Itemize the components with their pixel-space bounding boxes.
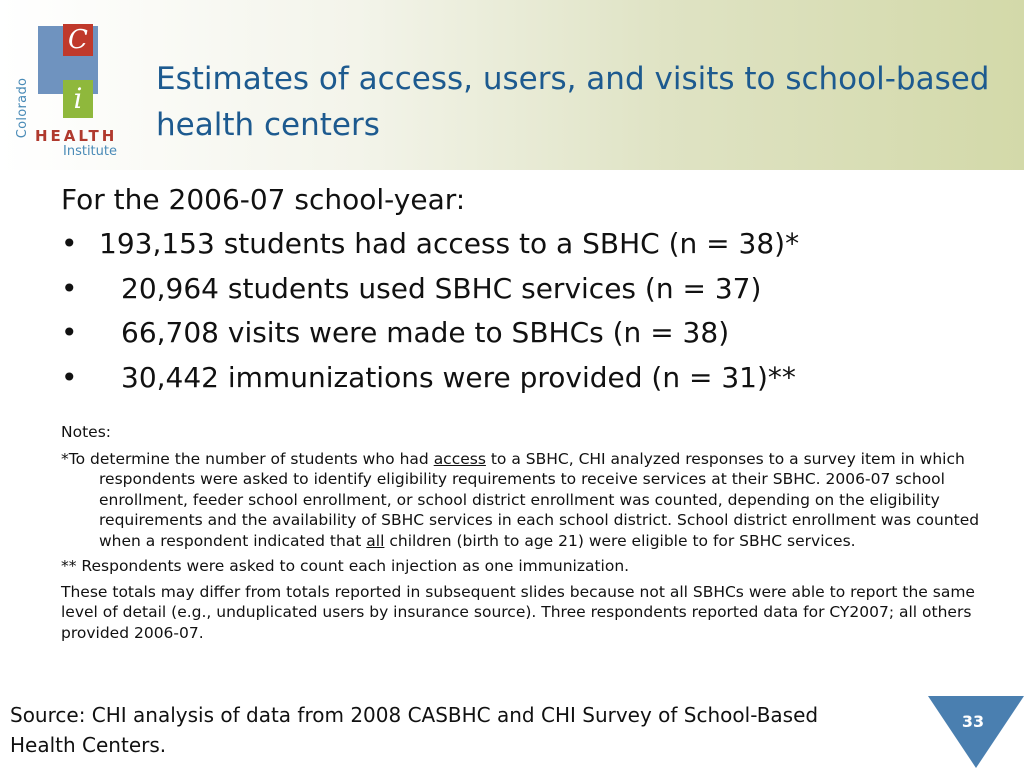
chi-logo — [8, 18, 133, 163]
notes-section — [61, 422, 981, 643]
bullet-text: 20,964 students used SBHC services (n = 37) — [121, 271, 762, 305]
bullet-text: 193,153 students had access to a SBHC (n = 38)* — [99, 227, 800, 260]
logo-institute-text: Institute — [63, 144, 117, 159]
source-citation: Source: CHI analysis of data from 2008 CASBHC and CHI Survey of School-Based Health Centers. — [10, 703, 819, 757]
note-access-post: children (birth to age 21) were eligible to for SBHC services. — [384, 531, 856, 550]
note-access — [61, 449, 981, 552]
bullet-dot-icon: • — [61, 271, 78, 305]
note-immunization: ** Respondents were asked to count each injection as one immunization. — [61, 557, 630, 575]
logo-health-text: HEALTH — [35, 127, 118, 145]
note-all-word: all — [366, 531, 385, 550]
bullet-dot-icon: • — [61, 360, 78, 394]
bullet-text: 30,442 immunizations were provided (n = 31)** — [121, 360, 796, 394]
logo-c-block: C — [63, 24, 93, 56]
page-badge-triangle — [928, 696, 1024, 768]
notes-label: Notes: — [61, 423, 111, 441]
note-access-word: access — [433, 449, 486, 468]
note-access-mid: to a SBHC, CHI analyzed responses to a survey item in which respondents were asked to identify eligibility requirements to receive services at their SBHC. 2006-07 school enrollment, feeder school enrollment, or school district enrollment was counted, depending on the eligibility requirements and the availability of SBHC services in each school district. School district enrollment was counted when a respondent indicated that — [99, 449, 980, 550]
slide-title: Estimates of access, users, and visits to school-based health centers — [156, 61, 990, 143]
page-number: 33 — [961, 712, 985, 731]
logo-state-text: Colorado — [15, 77, 30, 139]
intro-text: For the 2006-07 school-year: — [61, 183, 466, 216]
bullet-dot-icon: • — [61, 316, 78, 349]
bullet-text: 66,708 visits were made to SBHCs (n = 38) — [121, 316, 730, 349]
logo-i-block: i — [63, 80, 93, 118]
note-totals: These totals may differ from totals reported in subsequent slides because not all SBHCs were able to report the same level of detail (e.g., unduplicated users by insurance source). Three respondents reported data for CY2007; all others provided 2006-07. — [61, 582, 975, 642]
bullet-dot-icon: • — [61, 227, 78, 260]
note-access-pre: *To determine the number of students who had — [61, 449, 434, 468]
page-number-badge — [928, 696, 1024, 768]
